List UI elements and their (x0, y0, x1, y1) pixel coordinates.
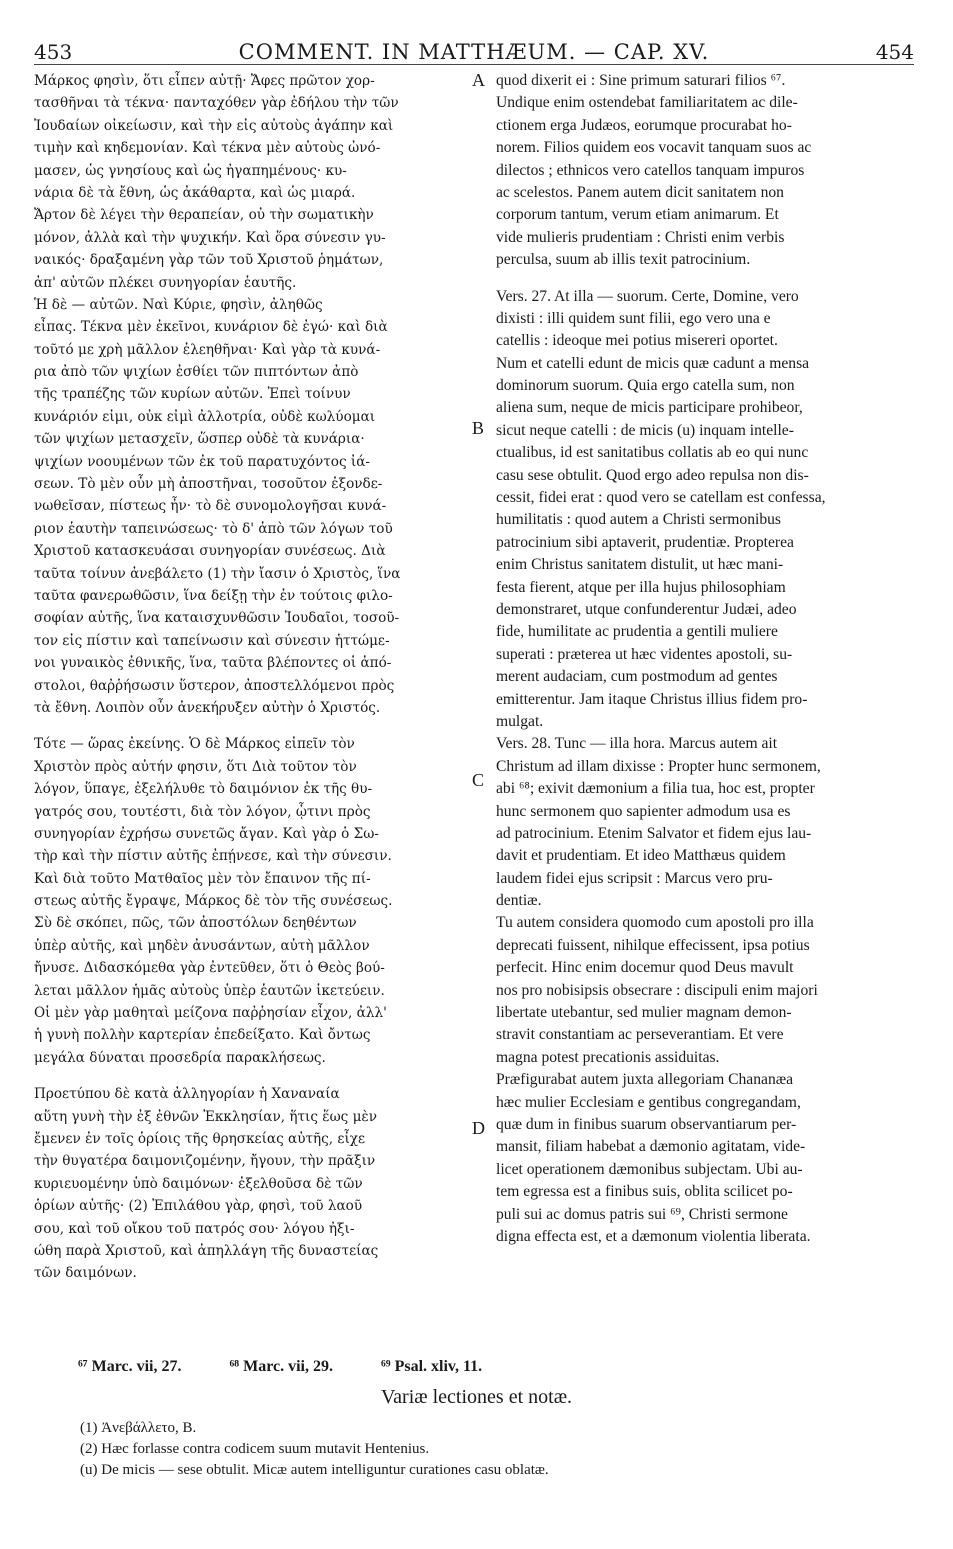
page-header (34, 38, 914, 65)
footnote: ⁶⁸ Marc. vii, 29. (229, 1358, 333, 1375)
text-line: sicut neque catelli : de micis (u) inquam intelle- (496, 421, 794, 439)
text-line: σεων. Τὸ μὲν οὖν μὴ ἀποστῆναι, τοσοῦτον ἐξονδε- (34, 476, 383, 493)
text-line: merent audaciam, cum postmodum ad gentes (496, 668, 778, 686)
text-line: Ἰουδαίων οἰκείωσιν, καὶ τὴν εἰς αὐτοὺς ἀγάπην καὶ (34, 117, 394, 134)
text-line: τασθῆναι τὰ τέκνα· πανταχόθεν γὰρ ἐδήλου τὴν τῶν (34, 95, 399, 112)
text-line: Vers. 28. Tunc — illa hora. Marcus autem ait (496, 735, 778, 753)
variants-heading: Variæ lectiones et notæ. (380, 1386, 573, 1408)
text-line: corporum tantum, verum etiam animarum. Et (496, 206, 779, 224)
text-line: Num et catelli edunt de micis quæ cadunt a mensa (496, 354, 810, 372)
text-line: ac scelestos. Panem autem dicit sanitatem non (496, 183, 784, 201)
text-line: aliena sum, neque de micis participare prohibeor, (496, 399, 803, 417)
text-line: enim Christus sanitatem distulit, ut hæc mani- (496, 556, 784, 574)
text-line: Vers. 27. At illa — suorum. Certe, Domine, vero (496, 287, 799, 305)
text-line: ad patrocinium. Etenim Salvator et fidem ejus lau- (496, 824, 812, 842)
section-marker-b: B (472, 418, 485, 438)
text-line: davit et prudentiam. Et ideo Matthæus quidem (496, 847, 786, 865)
text-line: puli sui ac domus patris sui ⁶⁹, Christi sermone (496, 1205, 788, 1223)
text-line: στολοι, θαῤῥήσωσιν ὕστερον, ἀποστελλόμενοι πρὸς (34, 677, 395, 694)
text-line: festa fierent, atque per illa hujus philosophiam (496, 578, 786, 596)
footnote: ⁶⁹ Psal. xliv, 11. (381, 1358, 483, 1375)
text-line: mulgat. (496, 712, 544, 730)
text-line: superati : præterea ut hæc videntes apostoli, su- (496, 645, 793, 663)
text-line: cessit, fidei erat : quod vero se catellam est confessa, (496, 489, 826, 507)
text-line: ώθη παρὰ Χριστοῦ, καὶ ἀπηλλάγη τῆς δυναστείας (34, 1242, 379, 1259)
text-line: deprecati fuissent, nihilque effecissent, ipsa potius (496, 936, 810, 954)
text-line: dentiæ. (496, 892, 542, 910)
text-line: τῶν δαιμόνων. (34, 1265, 137, 1282)
text-line: Christum ad illam dixisse : Propter hunc sermonem, (496, 757, 821, 775)
text-line: Præfigurabat autem juxta allegoriam Chananæa (496, 1071, 794, 1089)
running-title: COMMENT. IN MATTHÆUM. — CAP. XV. (238, 40, 710, 64)
text-line: τὴρ καὶ τὴν πίστιν αὐτῆς ἐπῄνεσε, καὶ τὴν σύνεσιν. (34, 848, 392, 865)
paragraph-gap (34, 719, 464, 733)
text-line: τῶν ψιχίων μετασχεῖν, ὥσπερ οὐδὲ τὰ κυνάρια· (34, 431, 365, 448)
text-line: ἀπ' αὐτῶν πλέκει συνηγορίαν ἑαυτῆς. (34, 274, 297, 291)
text-line: dominorum suorum. Quia ergo catella sum, non (496, 377, 795, 395)
text-line: ὁρίων αὐτῆς· (2) Ἐπιλάθου γὰρ, φησὶ, τοῦ λαοῦ (34, 1198, 363, 1215)
greek-column (34, 70, 464, 1285)
note: (2) Hæc forlasse contra codicem suum mutavit Hentenius. (80, 1441, 430, 1457)
text-line: μεγάλα δύναται προσεδρία παρακλήσεως. (34, 1049, 326, 1066)
text-line: norem. Filios quidem eos vocavit tanquam suos ac (496, 139, 812, 157)
text-line: emitterentur. Jam itaque Christus illius fidem pro- (496, 690, 808, 708)
text-line: σου, καὶ τοῦ οἴκου τοῦ πατρός σου· λόγου ἠξι- (34, 1220, 355, 1237)
text-line: ταῦτα φανερωθῶσιν, ἵνα δείξῃ τὴν ἐν τούτοις φιλο- (34, 587, 393, 604)
text-line: μασεν, ὡς γνησίους καὶ ὡς ἠγαπημένους· κυ- (34, 162, 347, 179)
text-line: νάρια δὲ τὰ ἔθνη, ὡς ἀκάθαρτα, καὶ ὡς μιαρά. (34, 184, 356, 201)
text-line: stravit constantiam ac perseverantiam. Et vere (496, 1026, 784, 1044)
text-line: ἡ γυνὴ πολλὴν καρτερίαν ἐπεδείξατο. Καὶ ὄντως (34, 1027, 371, 1044)
text-line: quæ dum in finibus suarum observantiarum per- (496, 1115, 797, 1133)
text-line: ὑπὲρ αὐτῆς, καὶ μηδὲν ἀνυσάντων, αὐτὴ μᾶλλον (34, 937, 370, 954)
text-line: ναικός· δραξαμένη γὰρ τῶν τοῦ Χριστοῦ ῥημάτων, (34, 252, 384, 269)
text-line: patrocinium sibi aptaverit, prudentiæ. Propterea (496, 533, 794, 551)
text-line: hunc sermonem quo sapienter admodum usa es (496, 802, 791, 820)
footnote: ⁶⁷ Marc. vii, 27. (78, 1358, 182, 1375)
text-line: perfecit. Hinc enim docemur quod Deus mavult (496, 959, 794, 977)
text-line: quod dixerit ei : Sine primum saturari filios ⁶⁷. (496, 72, 786, 89)
text-line: Οἱ μὲν γὰρ μαθηταὶ μείζονα παῤῥησίαν εἶχον, ἀλλ' (34, 1005, 387, 1022)
text-line: ρια ἀπὸ τῶν ψιχίων ἐσθίει τῶν πιπτόντων ἀπὸ (34, 364, 359, 381)
text-line: τον εἰς πίστιν καὶ ταπείνωσιν καὶ σύνεσιν ἡττώμε- (34, 632, 390, 649)
text-line: Καὶ διὰ τοῦτο Ματθαῖος μὲν τὸν ἔπαινον τῆς πί- (34, 870, 371, 887)
text-line: Tu autem considera quomodo cum apostoli pro illa (496, 914, 814, 932)
paragraph-gap (496, 272, 916, 286)
text-line: μόνον, ἀλλὰ καὶ τὴν ψυχικήν. Καὶ ὅρα σύνεσιν γυ- (34, 229, 386, 246)
text-line: Προετύπου δὲ κατὰ ἀλληγορίαν ἡ Χαναναία (34, 1086, 340, 1103)
text-line: fide, humilitate ac prudentia a gentili muliere (496, 623, 778, 641)
paragraph-gap (34, 1069, 464, 1083)
text-line: Σὺ δὲ σκόπει, πῶς, τῶν ἀποστόλων δεηθέντων (34, 915, 357, 932)
text-line: λεται μᾶλλον ἡμᾶς αὐτοὺς ὑπὲρ ἑαυτῶν ἱκετεύειν. (34, 982, 385, 999)
text-line: humilitatis : quod autem a Christi sermonibus (496, 511, 781, 529)
text-line: συνηγορίαν ἐχρήσω συνετῶς ἄγαν. Καὶ γὰρ ὁ Σω- (34, 825, 379, 842)
text-line: νωθεῖσαν, πίστεως ἦν· τὸ δὲ συνομολογῆσαι κυνά- (34, 498, 387, 515)
text-line: τὴν θυγατέρα δαιμονιζομένην, ἤγουν, τὴν πρᾶξιν (34, 1153, 376, 1170)
text-line: laudem fidei ejus scripsit : Marcus vero pru- (496, 869, 773, 887)
text-line: λόγον, ὕπαγε, ἐξελήλυθε τὸ δαιμόνιον ἐκ τῆς θυ- (34, 781, 373, 798)
text-line: αὕτη γυνὴ τὴν ἐξ ἐθνῶν Ἐκκλησίαν, ἥτις ἕως μὲν (34, 1108, 377, 1125)
text-line: nos pro nobisipsis obsecrare : discipuli enim majori (496, 981, 818, 999)
text-line: catellis : ideoque mei potius misereri oportet. (496, 332, 778, 350)
text-line: tem egressa est a finibus suis, oblita scilicet po- (496, 1183, 793, 1201)
text-line: hæc mulier Ecclesiam e gentibus congregandam, (496, 1093, 801, 1111)
text-line: mansit, filiam habebat a dæmonio agitatam, vide- (496, 1138, 806, 1156)
text-line: εἶπας. Τέκνα μὲν ἐκεῖνοι, κυνάριον δὲ ἐγώ· καὶ διὰ (34, 319, 388, 336)
text-line: στεως αὐτῆς ἔγραψε, Μάρκος δὲ τὸν τῆς συνέσεως. (34, 893, 393, 910)
text-line: dixisti : illi quidem sunt filii, ego vero una e (496, 309, 771, 327)
text-line: ριον ἑαυτὴν ταπεινώσεως· τὸ δ' ἀπὸ τῶν λόγων τοῦ (34, 520, 393, 537)
text-line: Ἡ δὲ — αὐτῶν. Ναὶ Κύριε, φησὶν, ἀληθῶς (34, 296, 323, 313)
text-line: τὰ ἔθνη. Λοιπὸν οὖν ἀνεκήρυξεν αὐτὴν ὁ Χριστός. (34, 699, 381, 716)
section-marker-c: C (472, 770, 485, 790)
text-line: ἤνυσε. Διδασκόμεθα γὰρ ἐντεῦθεν, ὅτι ὁ Θεὸς βού- (34, 960, 385, 977)
footnotes (78, 1358, 526, 1376)
text-line: ctionem erga Judæos, eorumque procurabat ho- (496, 116, 792, 134)
text-line: κυνάριόν εἰμι, οὐκ εἰμὶ ἀλλοτρία, οὐδὲ κωλύομαι (34, 408, 376, 425)
section-marker-d: D (472, 1118, 485, 1138)
text-line: libertate utebantur, sed mulier magnam demon- (496, 1004, 792, 1022)
text-line: Ἄρτον δὲ λέγει τὴν θεραπείαν, οὐ τὴν σωματικὴν (34, 207, 374, 224)
text-line: ψιχίων νοουμένων τῶν ἐκ τοῦ παρατυχόντος ἰά- (34, 453, 371, 470)
text-line: τῆς τραπέζης τῶν κυρίων αὐτῶν. Ἐπεὶ τοίνυν (34, 386, 351, 403)
text-line: νοι γυναικὸς ἐθνικῆς, ἵνα, ταῦτα βλέποντες οἱ ἀπό- (34, 655, 392, 672)
text-line: σοφίαν αὐτῆς, ἵνα καταισχυνθῶσιν Ἰουδαῖοι, τοσοῦ- (34, 610, 400, 627)
text-line: abi ⁶⁸; exivit dæmonium a filia tua, hoc est, propter (496, 780, 815, 798)
text-line: demonstraret, utque confunderentur Judæi, adeo (496, 600, 797, 618)
text-line: dilectos ; ethnicos vero catellos tanquam impuros (496, 161, 805, 179)
text-line: Χριστὸν πρὸς αὐτήν φησιν, ὅτι Διὰ τοῦτον τὸν (34, 758, 357, 775)
text-line: vide mulieris prudentiam : Christi enim verbis (496, 228, 785, 246)
text-line: ταῦτα τοίνυν ἀνεβάλετο (1) τὴν ἴασιν ὁ Χριστὸς, ἵνα (34, 565, 401, 582)
text-line: Undique enim ostendebat familiaritatem ac dile- (496, 94, 798, 112)
text-line: Τότε — ὥρας ἐκείνης. Ὁ δὲ Μάρκος εἰπεῖν τὸν (34, 736, 355, 753)
text-line: ctualibus, id est sanitatibus collatis ab eo qui nunc (496, 444, 809, 462)
notes (80, 1418, 549, 1481)
text-line: γατρός σου, τουτέστι, διὰ τὸν λόγον, ᾧτινι πρὸς (34, 803, 371, 820)
text-line: magna potest precationis assiduitas. (496, 1048, 720, 1066)
note: (u) De micis — sese obtulit. Micæ autem intelliguntur curationes casu oblatæ. (80, 1462, 549, 1478)
text-line: τιμὴν καὶ κηδεμονίαν. Καὶ τέκνα μὲν αὐτοὺς ὠνό- (34, 140, 381, 157)
page-number-right: 454 (875, 40, 914, 64)
text-line: casu sese obtulit. Quod ergo adeo repulsa non dis- (496, 466, 809, 484)
text-line: ἔμενεν ἐν τοῖς ὁρίοις τῆς θρησκείας αὐτῆς, εἶχε (34, 1130, 366, 1147)
text-line: Χριστοῦ κατασκευάσαι συνηγορίαν συνέσεως. Διὰ (34, 543, 386, 560)
text-line: licet operationem dæmonibus subjectam. Ubi au- (496, 1160, 803, 1178)
page-number-left: 453 (34, 40, 73, 64)
text-line: perculsa, suum ab illis texit patrocinium. (496, 251, 751, 269)
text-line: κυριευομένην ὑπὸ δαιμόνων· ἐξελθοῦσα δὲ τῶν (34, 1175, 363, 1192)
section-marker-a: A (472, 70, 485, 90)
note: (1) Ἀνεβάλλετο, B. (80, 1420, 197, 1436)
text-line: digna effecta est, et a dæmonum violentia liberata. (496, 1227, 811, 1245)
latin-column (496, 70, 916, 1248)
text-line: Μάρκος φησὶν, ὅτι εἶπεν αὐτῇ· Ἄφες πρῶτον χορ- (34, 73, 375, 89)
text-line: τοῦτό με χρὴ μᾶλλον ἐλεηθῆναι· Καὶ γὰρ τὰ κυνά- (34, 341, 381, 358)
